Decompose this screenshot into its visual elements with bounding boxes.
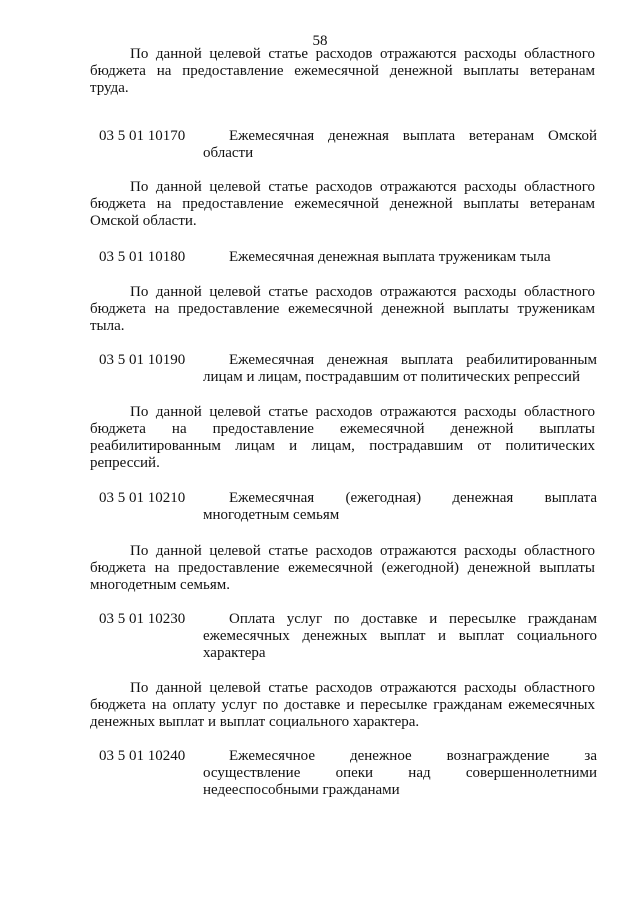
budget-code: 03 5 01 10180 [99,249,186,265]
budget-entry-title: Ежемесячное денежное вознаграждение за осуществление опеки над совершеннолетними недееспособными гражданами [203,748,597,798]
budget-code: 03 5 01 10240 [99,748,186,764]
budget-code: 03 5 01 10170 [99,128,186,144]
budget-code: 03 5 01 10190 [99,352,186,368]
page-number: 58 [312,33,328,49]
budget-entry-title: Оплата услуг по доставке и пересылке гражданам ежемесячных денежных выплат и выплат социального характера [203,611,597,661]
budget-code: 03 5 01 10230 [99,611,186,627]
budget-entry-title: Ежемесячная денежная выплата труженикам тыла [229,249,551,265]
budget-entry-title: Ежемесячная (ежегодная) денежная выплата многодетным семьям [203,490,597,523]
paragraph: По данной целевой статье расходов отражаются расходы областного бюджета на предоставление ежемесячной денежной выплаты труженикам тыла. [90,284,595,334]
paragraph: По данной целевой статье расходов отражаются расходы областного бюджета на предоставление ежемесячной денежной выплаты ветеранам труда. [90,46,595,96]
budget-code: 03 5 01 10210 [99,490,186,506]
paragraph: По данной целевой статье расходов отражаются расходы областного бюджета на предоставление ежемесячной денежной выплаты реабилитированным лицам и лицам, пострадавшим от политических репрессий. [90,404,595,471]
budget-entry-title: Ежемесячная денежная выплата реабилитированным лицам и лицам, пострадавшим от политических репрессий [203,352,597,385]
paragraph: По данной целевой статье расходов отражаются расходы областного бюджета на предоставление ежемесячной денежной выплаты ветеранам Омской области. [90,179,595,229]
budget-entry-title: Ежемесячная денежная выплата ветеранам Омской области [203,128,597,161]
paragraph: По данной целевой статье расходов отражаются расходы областного бюджета на оплату услуг по доставке и пересылке гражданам ежемесячных денежных выплат и выплат социального характера. [90,680,595,730]
paragraph: По данной целевой статье расходов отражаются расходы областного бюджета на предоставление ежемесячной (ежегодной) денежной выплаты многодетным семьям. [90,543,595,593]
